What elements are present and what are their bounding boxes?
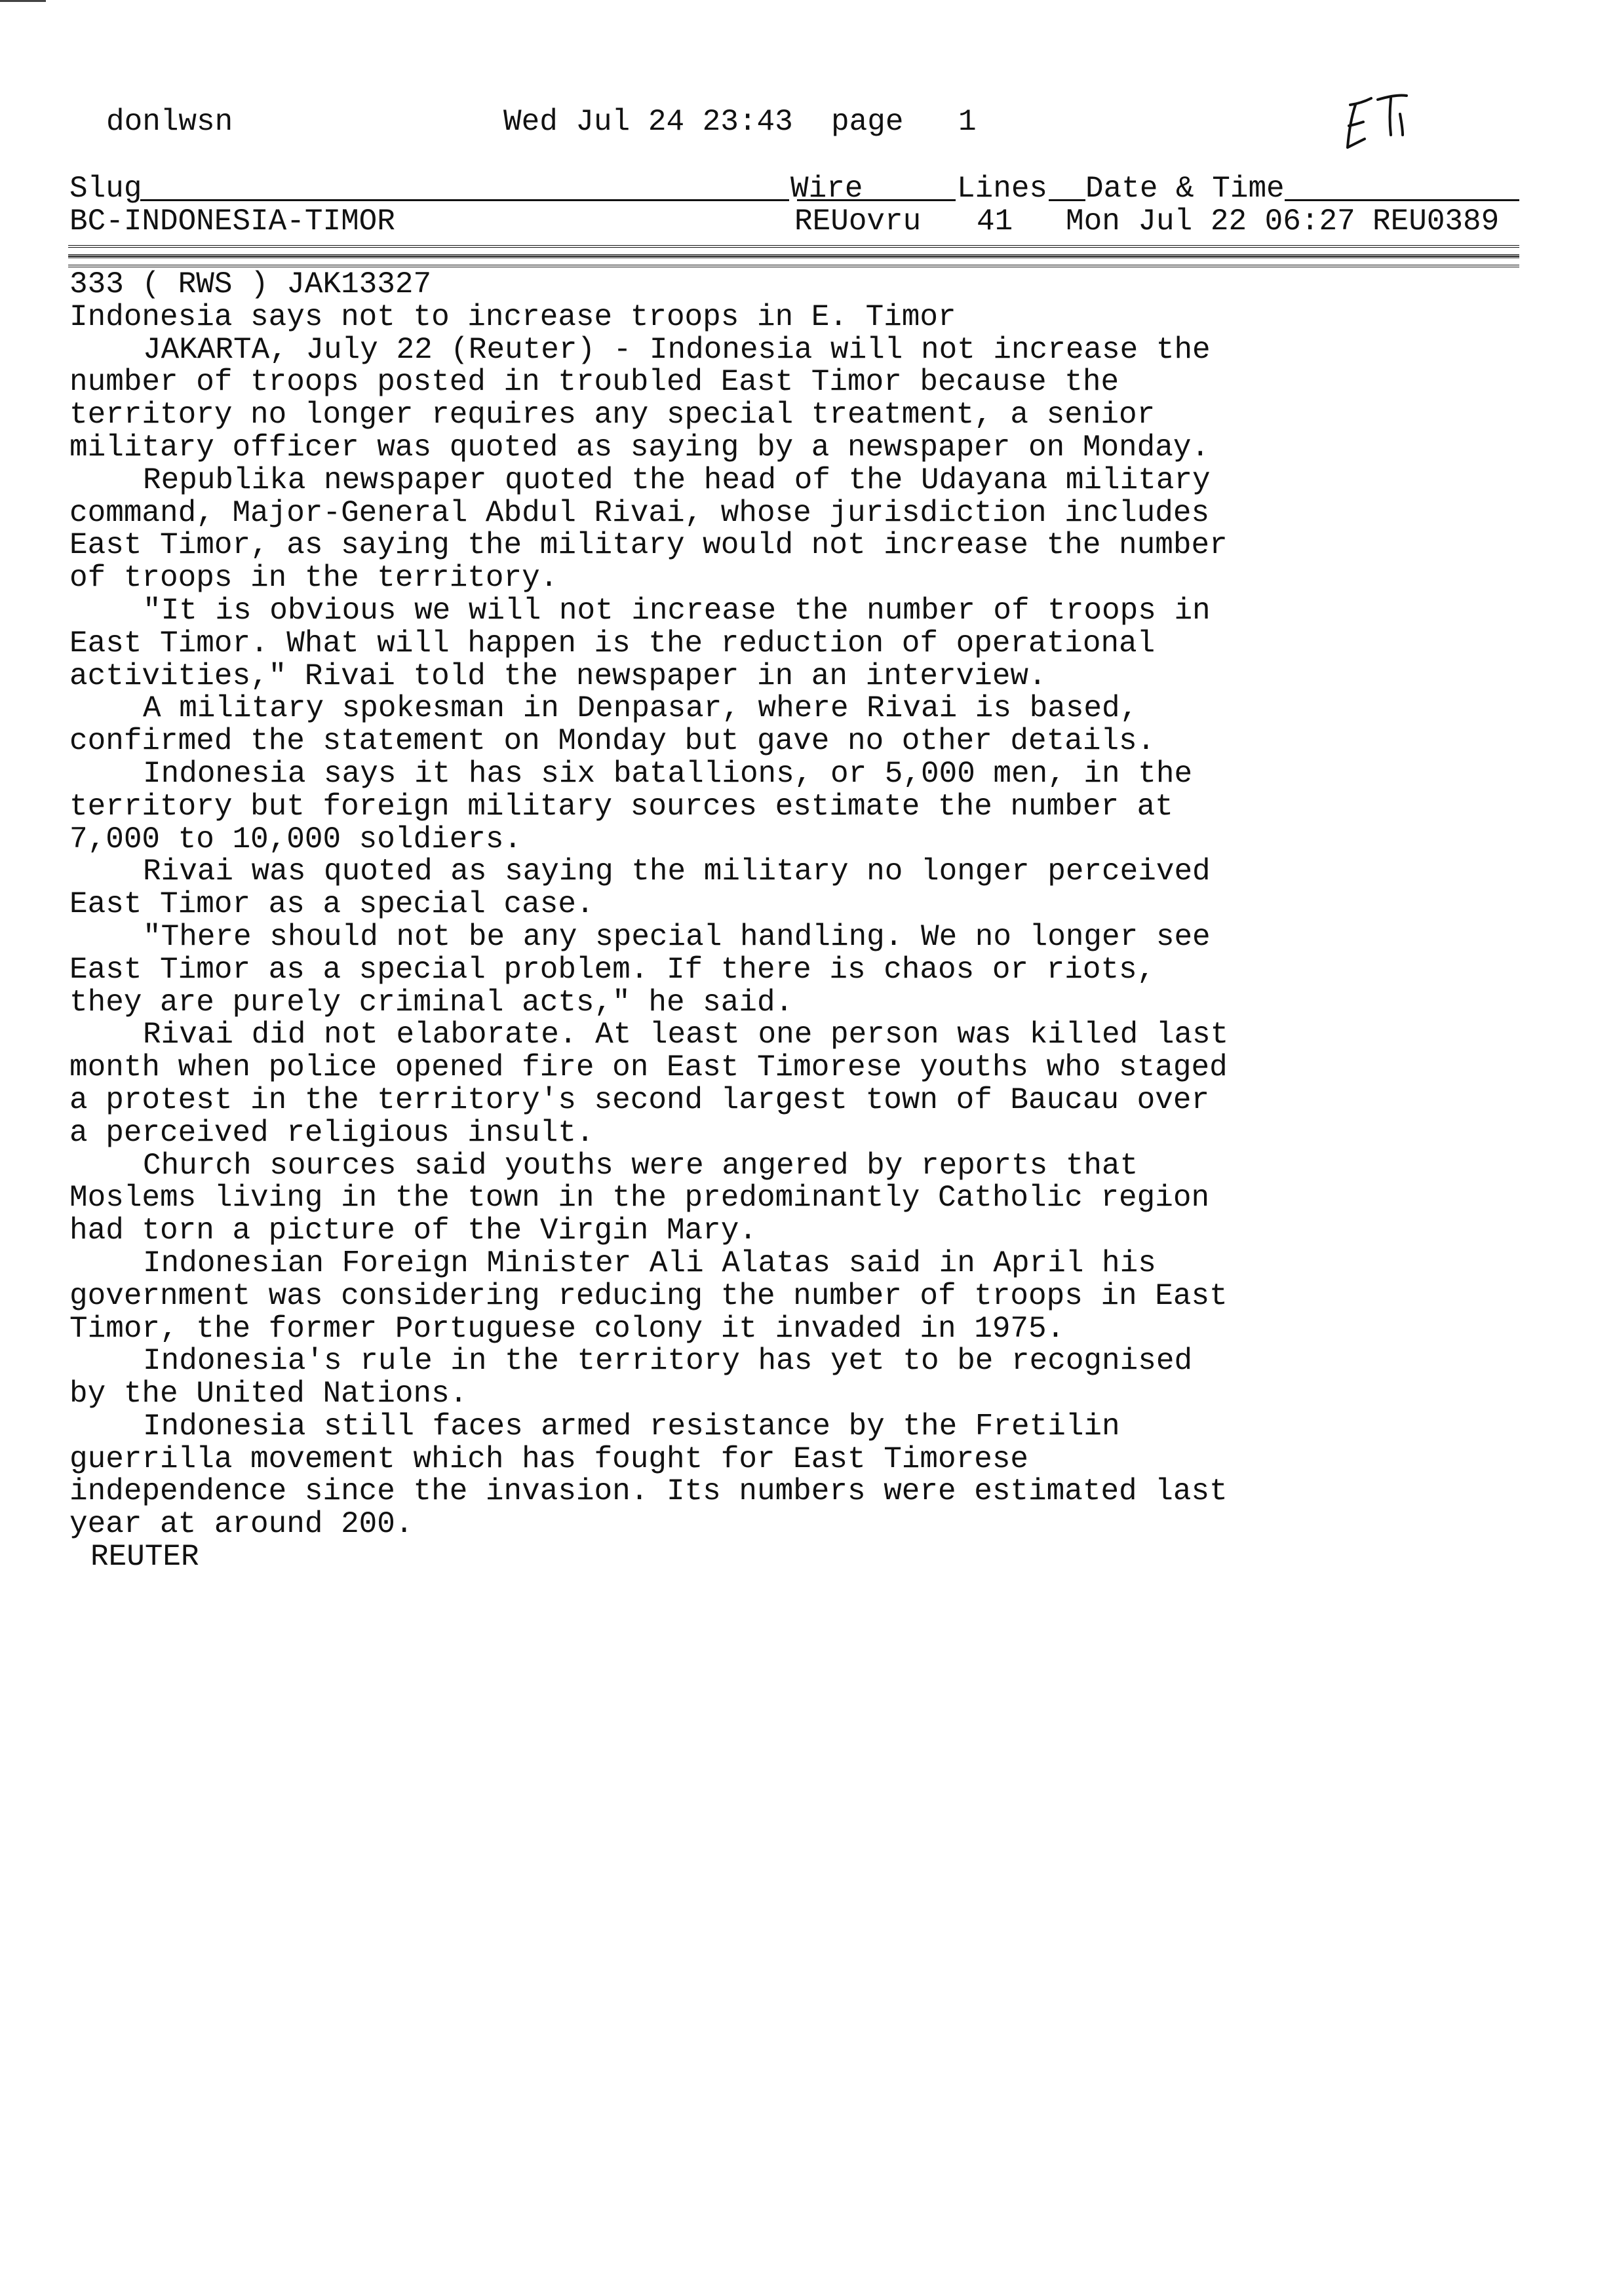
header-page-label: page [831, 105, 904, 139]
date-time-label: Date & Time [1085, 172, 1285, 206]
lines-value: 41 [977, 204, 1013, 239]
story-line: "There should not be any special handling. We no longer see [143, 919, 1211, 954]
story-line: guerrilla movement which has fought for East Timorese [69, 1442, 1029, 1476]
header-id: donlwsn [106, 105, 233, 139]
story-line: number of troops posted in troubled East Timor because the [69, 365, 1119, 400]
header-datetime: Wed Jul 24 23:43 [503, 105, 793, 139]
story-line: a perceived religious insult. [69, 1115, 594, 1150]
story-line: territory no longer requires any special treatment, a senior [69, 398, 1156, 432]
story-line: independence since the invasion. Its numbers were estimated last [69, 1474, 1228, 1509]
story-header-code: 333 ( RWS ) JAK13327 [69, 267, 432, 301]
story-line: Indonesia still faces armed resistance by the Fretilin [143, 1409, 1120, 1444]
story-line: Indonesian Foreign Minister Ali Alatas said in April his [143, 1246, 1156, 1280]
story-line: Rivai was quoted as saying the military no longer perceived [143, 854, 1211, 889]
story-headline: Indonesia says not to increase troops in E. Timor [69, 299, 956, 334]
story-line: activities," Rivai told the newspaper in an interview. [69, 659, 1047, 693]
reference-number: REU0389 [1372, 204, 1500, 239]
story-line: East Timor as a special case. [69, 887, 594, 922]
slug-value: BC-INDONESIA-TIMOR [69, 204, 395, 239]
story-body [69, 269, 1531, 1574]
story-line: they are purely criminal acts," he said. [69, 985, 794, 1020]
story-line: Moslems living in the town in the predominantly Catholic region [69, 1181, 1210, 1215]
story-line: confirmed the statement on Monday but gave no other details. [69, 724, 1156, 759]
story-line: Rivai did not elaborate. At least one person was killed last [143, 1018, 1229, 1052]
story-line: East Timor as a special problem. If there is chaos or riots, [69, 952, 1156, 987]
story-line: of troops in the territory. [69, 561, 558, 596]
scan-corner-mark [0, 0, 46, 2]
story-signoff: REUTER [90, 1540, 199, 1575]
story-line: year at around 200. [69, 1507, 414, 1542]
story-line: A military spokesman in Denpasar, where Rivai is based, [143, 691, 1138, 726]
lines-underline [1049, 199, 1085, 201]
story-line: Indonesia says it has six batallions, or 5,000 men, in the [143, 756, 1193, 791]
header-page-number: 1 [958, 105, 977, 139]
date-time-value: Mon Jul 22 06:27 [1066, 204, 1355, 239]
story-line: had torn a picture of the Virgin Mary. [69, 1214, 757, 1248]
story-line: by the United Nations. [69, 1377, 468, 1411]
story-line: East Timor. What will happen is the reduction of operational [69, 626, 1156, 660]
story-line: territory but foreign military sources estimate the number at [69, 789, 1173, 824]
story-line: command, Major-General Abdul Rivai, whose jurisdiction includes [69, 495, 1210, 530]
story-line: Indonesia's rule in the territory has yet to be recognised [143, 1344, 1193, 1379]
wire-underline [797, 199, 956, 201]
slug-label: Slug [69, 172, 142, 206]
story-line: 7,000 to 10,000 soldiers. [69, 822, 522, 856]
story-line: "It is obvious we will not increase the number of troops in [143, 593, 1211, 628]
date-time-underline [1285, 199, 1519, 201]
story-line: military officer was quoted as saying by a newspaper on Monday. [69, 430, 1210, 465]
handwritten-initials [1337, 85, 1416, 157]
story-line: a protest in the territory's second largest town of Baucau over [69, 1082, 1210, 1117]
double-rule-bottom [68, 254, 1519, 267]
story-line: Republika newspaper quoted the head of the Udayana military [143, 463, 1211, 497]
lines-label: Lines [957, 172, 1048, 206]
story-line: Church sources said youths were angered by reports that [143, 1148, 1138, 1183]
form-values-row [69, 204, 1525, 239]
story-line: Timor, the former Portuguese colony it invaded in 1975. [69, 1311, 1065, 1346]
story-line: East Timor, as saying the military would not increase the number [69, 528, 1228, 563]
slug-underline [140, 199, 789, 201]
wire-label: Wire [790, 172, 863, 206]
wire-value: REUovru [794, 204, 922, 239]
story-line: JAKARTA, July 22 (Reuter) - Indonesia will not increase the [143, 332, 1211, 367]
story-line: month when police opened fire on East Timorese youths who staged [69, 1050, 1228, 1085]
story-line: government was considering reducing the number of troops in East [69, 1278, 1228, 1313]
